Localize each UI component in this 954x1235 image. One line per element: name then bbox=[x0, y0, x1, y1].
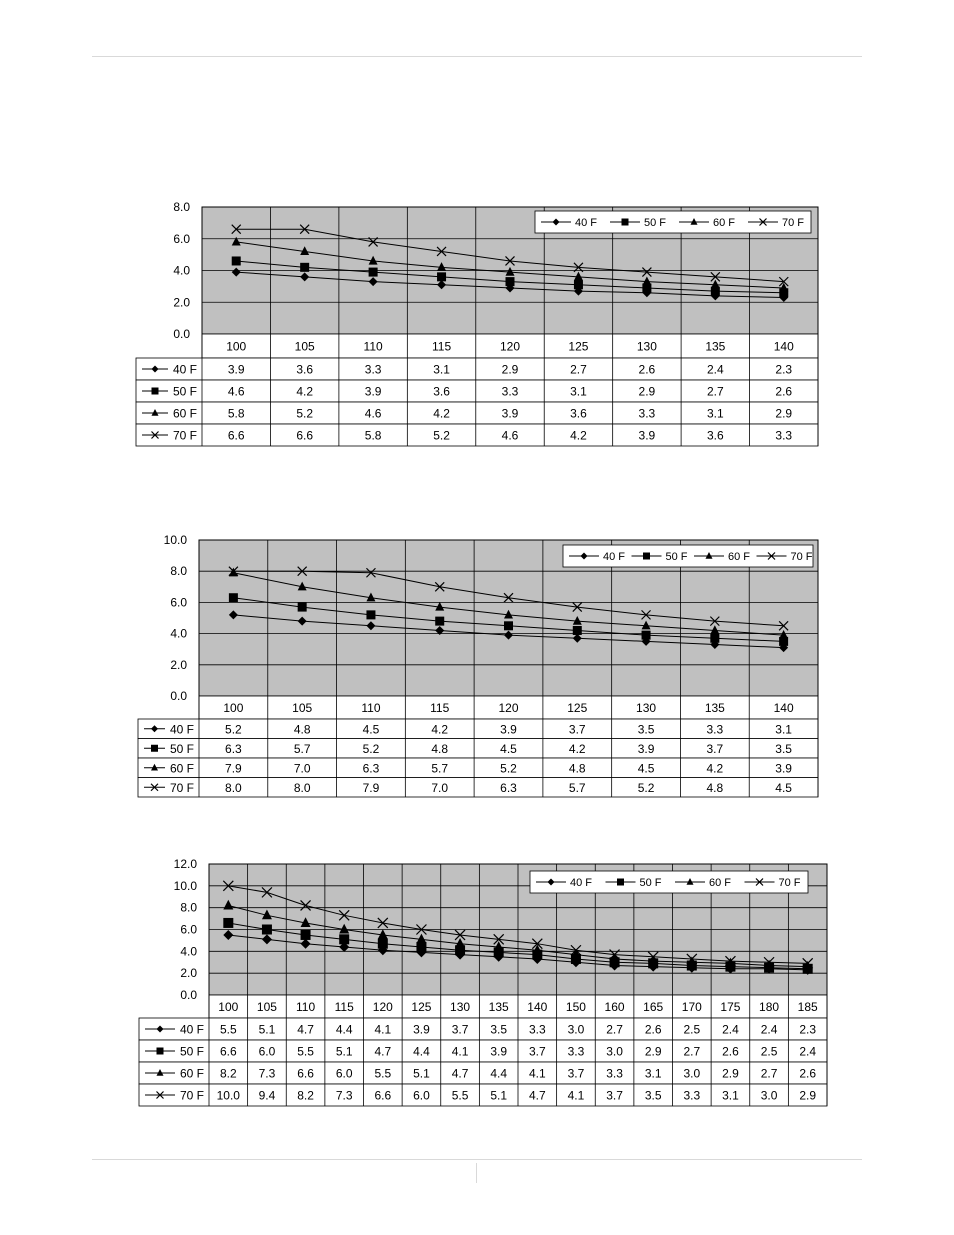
table-cell: 3.7 bbox=[568, 722, 586, 737]
table-cell: 3.9 bbox=[364, 384, 382, 399]
data-point bbox=[339, 934, 349, 944]
y-tick-label: 0.0 bbox=[180, 988, 197, 1002]
table-cell: 4.1 bbox=[451, 1044, 469, 1059]
table-cell: 6.6 bbox=[374, 1088, 392, 1103]
footer-rule bbox=[92, 1159, 862, 1160]
table-cell: 4.4 bbox=[490, 1066, 508, 1081]
table-cell: 4.1 bbox=[567, 1088, 585, 1103]
table-cell: 4.6 bbox=[364, 406, 382, 421]
table-cell: 3.1 bbox=[644, 1066, 662, 1081]
table-cell: 4.8 bbox=[431, 741, 449, 756]
row-series-label: 40 F bbox=[179, 1022, 204, 1037]
table-cell: 2.6 bbox=[644, 1022, 662, 1037]
table-cell: 2.9 bbox=[775, 406, 793, 421]
table-cell: 8.2 bbox=[219, 1066, 237, 1081]
row-series-label: 50 F bbox=[169, 741, 194, 756]
table-cell: 3.3 bbox=[706, 722, 724, 737]
data-point bbox=[435, 617, 444, 626]
x-tick-label: 120 bbox=[372, 1000, 393, 1014]
table-cell: 3.9 bbox=[637, 741, 655, 756]
y-tick-label: 2.0 bbox=[180, 966, 197, 981]
table-cell: 6.6 bbox=[297, 1066, 314, 1081]
row-series-label: 40 F bbox=[169, 722, 194, 737]
table-cell: 4.7 bbox=[528, 1088, 546, 1103]
x-tick-label: 100 bbox=[226, 339, 247, 354]
legend-marker bbox=[617, 879, 624, 886]
row-legend-marker bbox=[157, 1048, 164, 1055]
y-tick-label: 6.0 bbox=[180, 922, 197, 937]
table-cell: 5.8 bbox=[364, 428, 382, 443]
y-tick-label: 6.0 bbox=[173, 231, 190, 246]
x-tick-label: 170 bbox=[681, 1000, 702, 1014]
table-cell: 6.3 bbox=[500, 780, 517, 795]
x-tick-label: 135 bbox=[704, 701, 725, 715]
table-cell: 4.1 bbox=[528, 1066, 546, 1081]
table-cell: 2.7 bbox=[706, 384, 724, 399]
table-cell: 5.5 bbox=[297, 1044, 314, 1059]
table-cell: 2.9 bbox=[638, 384, 656, 399]
row-series-label: 50 F bbox=[179, 1044, 204, 1059]
table-cell: 2.7 bbox=[606, 1022, 623, 1037]
chart-3 bbox=[0, 845, 954, 1120]
x-tick-label: 175 bbox=[720, 1000, 741, 1014]
data-point bbox=[506, 277, 515, 286]
x-tick-label: 140 bbox=[773, 339, 794, 354]
table-cell: 2.7 bbox=[683, 1044, 701, 1059]
x-tick-label: 125 bbox=[411, 1000, 432, 1014]
table-cell: 3.5 bbox=[637, 722, 655, 737]
x-tick-label: 130 bbox=[450, 1000, 471, 1014]
data-point bbox=[232, 256, 241, 265]
table-cell: 3.9 bbox=[413, 1022, 430, 1037]
data-point bbox=[301, 930, 311, 940]
table-cell: 3.1 bbox=[706, 406, 724, 421]
legend-label: 60 F bbox=[728, 551, 751, 563]
table-cell: 2.7 bbox=[570, 362, 587, 377]
table-cell: 6.6 bbox=[227, 428, 245, 443]
table-cell: 7.0 bbox=[293, 761, 311, 776]
table-cell: 5.1 bbox=[413, 1066, 430, 1081]
x-tick-label: 135 bbox=[488, 1000, 509, 1014]
table-cell: 3.3 bbox=[501, 384, 519, 399]
table-cell: 6.3 bbox=[225, 741, 242, 756]
table-cell: 5.5 bbox=[451, 1088, 469, 1103]
table-cell: 8.0 bbox=[225, 780, 242, 795]
table-cell: 2.4 bbox=[799, 1044, 817, 1059]
table-cell: 5.2 bbox=[433, 428, 450, 443]
table-cell: 2.9 bbox=[501, 362, 519, 377]
table-cell: 3.9 bbox=[500, 722, 517, 737]
chart-2 bbox=[0, 525, 954, 810]
table-cell: 6.0 bbox=[258, 1044, 276, 1059]
legend-label: 40 F bbox=[575, 217, 598, 229]
x-tick-label: 115 bbox=[431, 339, 452, 354]
table-cell: 3.7 bbox=[606, 1088, 623, 1103]
table-cell: 5.7 bbox=[431, 761, 449, 776]
table-cell: 5.2 bbox=[296, 406, 314, 421]
table-cell: 5.1 bbox=[490, 1088, 508, 1103]
x-tick-label: 115 bbox=[334, 1000, 354, 1014]
x-tick-label: 120 bbox=[499, 339, 521, 354]
data-point bbox=[366, 610, 375, 619]
data-point bbox=[574, 280, 583, 289]
table-cell: 6.6 bbox=[296, 428, 314, 443]
x-tick-label: 120 bbox=[498, 701, 519, 715]
table-cell: 5.1 bbox=[258, 1022, 276, 1037]
table-cell: 3.1 bbox=[433, 362, 450, 377]
legend-label: 50 F bbox=[644, 217, 667, 229]
data-point bbox=[229, 593, 238, 602]
legend-label: 70 F bbox=[778, 877, 801, 889]
table-cell: 3.0 bbox=[683, 1066, 701, 1081]
table-cell: 3.3 bbox=[364, 362, 382, 377]
table-cell: 10.0 bbox=[216, 1088, 240, 1103]
legend bbox=[563, 545, 813, 567]
x-tick-label: 185 bbox=[797, 1000, 818, 1014]
table-cell: 8.0 bbox=[293, 780, 311, 795]
table-cell: 3.3 bbox=[683, 1088, 701, 1103]
row-series-label: 70 F bbox=[179, 1088, 204, 1103]
data-table bbox=[138, 696, 818, 797]
table-cell: 2.3 bbox=[775, 362, 793, 377]
data-point bbox=[369, 268, 378, 277]
table-cell: 3.5 bbox=[775, 741, 792, 756]
table-cell: 4.2 bbox=[568, 741, 586, 756]
table-cell: 5.5 bbox=[374, 1066, 392, 1081]
y-tick-label: 2.0 bbox=[170, 657, 187, 672]
table-cell: 4.5 bbox=[362, 722, 380, 737]
table-cell: 5.8 bbox=[227, 406, 245, 421]
table-cell: 5.7 bbox=[568, 780, 586, 795]
y-tick-label: 10.0 bbox=[163, 533, 187, 547]
legend-marker bbox=[622, 219, 629, 226]
table-cell: 3.9 bbox=[638, 428, 656, 443]
table-cell: 4.2 bbox=[706, 761, 724, 776]
table-cell: 4.2 bbox=[296, 384, 314, 399]
table-cell: 3.7 bbox=[706, 741, 724, 756]
table-cell: 5.5 bbox=[219, 1022, 237, 1037]
table-cell: 2.4 bbox=[722, 1022, 739, 1037]
legend-label: 60 F bbox=[713, 217, 736, 229]
y-tick-label: 6.0 bbox=[170, 595, 187, 610]
table-cell: 4.2 bbox=[570, 428, 587, 443]
data-point bbox=[573, 626, 582, 635]
table-cell: 9.4 bbox=[258, 1088, 276, 1103]
table-cell: 3.1 bbox=[775, 722, 792, 737]
table-cell: 7.9 bbox=[362, 780, 380, 795]
table-cell: 4.8 bbox=[568, 761, 586, 776]
table-cell: 2.7 bbox=[760, 1066, 778, 1081]
table-cell: 3.9 bbox=[501, 406, 519, 421]
table-cell: 2.3 bbox=[799, 1022, 817, 1037]
row-series-label: 60 F bbox=[169, 761, 194, 776]
table-cell: 3.5 bbox=[490, 1022, 508, 1037]
data-point bbox=[378, 939, 388, 949]
table-cell: 8.2 bbox=[297, 1088, 314, 1103]
table-cell: 3.3 bbox=[567, 1044, 585, 1059]
table-cell: 4.4 bbox=[335, 1022, 353, 1037]
legend-label: 70 F bbox=[782, 217, 805, 229]
table-cell: 4.8 bbox=[293, 722, 311, 737]
table-cell: 7.0 bbox=[431, 780, 449, 795]
table-cell: 3.9 bbox=[490, 1044, 508, 1059]
table-cell: 2.6 bbox=[799, 1066, 817, 1081]
table-cell: 5.2 bbox=[362, 741, 380, 756]
table-cell: 3.6 bbox=[433, 384, 450, 399]
table-cell: 7.3 bbox=[258, 1066, 276, 1081]
row-series-label: 60 F bbox=[179, 1066, 204, 1081]
table-cell: 5.2 bbox=[637, 780, 655, 795]
x-tick-label: 100 bbox=[223, 701, 244, 715]
x-tick-label: 160 bbox=[604, 1000, 625, 1014]
table-cell: 4.6 bbox=[227, 384, 245, 399]
row-series-label: 50 F bbox=[172, 384, 197, 399]
table-cell: 3.7 bbox=[528, 1044, 546, 1059]
table-cell: 3.9 bbox=[775, 761, 792, 776]
table-cell: 5.2 bbox=[500, 761, 517, 776]
data-point bbox=[437, 272, 446, 281]
table-cell: 3.1 bbox=[722, 1088, 739, 1103]
legend bbox=[535, 211, 811, 233]
row-series-label: 70 F bbox=[169, 780, 194, 795]
legend-label: 70 F bbox=[790, 551, 813, 563]
data-point bbox=[642, 631, 651, 640]
table-cell: 3.6 bbox=[296, 362, 314, 377]
table-cell: 3.7 bbox=[567, 1066, 585, 1081]
legend-label: 50 F bbox=[639, 877, 662, 889]
y-tick-label: 10.0 bbox=[173, 878, 197, 893]
table-cell: 4.6 bbox=[501, 428, 519, 443]
table-cell: 4.7 bbox=[374, 1044, 392, 1059]
table-cell: 4.2 bbox=[431, 722, 449, 737]
table-cell: 4.5 bbox=[637, 761, 655, 776]
table-cell: 5.2 bbox=[225, 722, 242, 737]
x-tick-label: 140 bbox=[527, 1000, 548, 1014]
table-cell: 6.0 bbox=[335, 1066, 353, 1081]
table-cell: 2.9 bbox=[644, 1044, 662, 1059]
table-cell: 3.3 bbox=[528, 1022, 546, 1037]
table-cell: 5.1 bbox=[335, 1044, 353, 1059]
table-cell: 4.4 bbox=[413, 1044, 430, 1059]
data-table bbox=[136, 334, 818, 446]
x-tick-label: 115 bbox=[430, 701, 450, 715]
table-cell: 2.9 bbox=[722, 1066, 739, 1081]
y-tick-label: 4.0 bbox=[173, 263, 190, 278]
data-table bbox=[139, 995, 827, 1106]
x-tick-label: 110 bbox=[361, 701, 381, 715]
table-cell: 3.3 bbox=[606, 1066, 623, 1081]
data-point bbox=[298, 603, 307, 612]
data-point bbox=[416, 942, 426, 952]
table-cell: 3.7 bbox=[451, 1022, 469, 1037]
x-tick-label: 100 bbox=[218, 1000, 239, 1014]
table-cell: 3.3 bbox=[638, 406, 656, 421]
table-cell: 4.1 bbox=[374, 1022, 392, 1037]
y-tick-label: 12.0 bbox=[173, 857, 197, 871]
table-cell: 3.5 bbox=[644, 1088, 662, 1103]
table-cell: 3.0 bbox=[760, 1088, 778, 1103]
table-cell: 2.5 bbox=[760, 1044, 778, 1059]
table-cell: 2.4 bbox=[760, 1022, 778, 1037]
table-cell: 2.9 bbox=[799, 1088, 817, 1103]
legend-label: 50 F bbox=[665, 551, 688, 563]
table-cell: 6.0 bbox=[413, 1088, 430, 1103]
table-cell: 3.6 bbox=[706, 428, 724, 443]
table-cell: 2.6 bbox=[775, 384, 793, 399]
row-legend-marker bbox=[152, 388, 159, 395]
table-cell: 7.3 bbox=[335, 1088, 353, 1103]
row-series-label: 70 F bbox=[172, 428, 197, 443]
table-cell: 2.6 bbox=[722, 1044, 739, 1059]
table-cell: 3.0 bbox=[567, 1022, 585, 1037]
table-cell: 3.6 bbox=[570, 406, 587, 421]
data-point bbox=[223, 918, 233, 928]
x-tick-label: 125 bbox=[568, 339, 589, 354]
x-tick-label: 105 bbox=[292, 701, 313, 715]
table-cell: 3.9 bbox=[227, 362, 245, 377]
data-point bbox=[300, 263, 309, 272]
table-cell: 7.9 bbox=[225, 761, 242, 776]
table-cell: 2.5 bbox=[683, 1022, 701, 1037]
x-tick-label: 105 bbox=[256, 1000, 277, 1014]
y-tick-label: 4.0 bbox=[170, 626, 187, 641]
row-series-label: 60 F bbox=[172, 406, 197, 421]
x-tick-label: 140 bbox=[773, 701, 794, 715]
x-tick-label: 130 bbox=[636, 701, 657, 715]
y-tick-label: 0.0 bbox=[170, 689, 187, 703]
x-tick-label: 110 bbox=[295, 1000, 316, 1014]
x-tick-label: 165 bbox=[643, 1000, 664, 1014]
header-rule bbox=[92, 56, 862, 57]
legend-label: 40 F bbox=[570, 877, 593, 889]
table-cell: 3.3 bbox=[775, 428, 793, 443]
legend-marker bbox=[643, 553, 650, 560]
x-tick-label: 130 bbox=[636, 339, 657, 354]
footer-divider bbox=[476, 1163, 477, 1183]
table-cell: 3.0 bbox=[606, 1044, 623, 1059]
x-tick-label: 110 bbox=[363, 339, 383, 354]
y-tick-label: 2.0 bbox=[173, 295, 190, 310]
table-cell: 2.6 bbox=[638, 362, 656, 377]
x-tick-label: 125 bbox=[567, 701, 588, 715]
table-cell: 2.4 bbox=[706, 362, 724, 377]
table-cell: 6.6 bbox=[219, 1044, 237, 1059]
y-tick-label: 0.0 bbox=[173, 327, 190, 341]
chart-1 bbox=[0, 190, 954, 460]
y-tick-label: 8.0 bbox=[170, 564, 187, 579]
y-tick-label: 8.0 bbox=[173, 200, 190, 214]
legend-label: 60 F bbox=[709, 877, 732, 889]
y-tick-label: 8.0 bbox=[180, 900, 197, 915]
data-point bbox=[710, 634, 719, 643]
table-cell: 3.1 bbox=[570, 384, 587, 399]
table-cell: 4.7 bbox=[451, 1066, 469, 1081]
table-cell: 4.5 bbox=[775, 780, 792, 795]
legend-label: 40 F bbox=[603, 551, 626, 563]
table-cell: 4.2 bbox=[433, 406, 450, 421]
table-cell: 5.7 bbox=[293, 741, 311, 756]
y-tick-label: 4.0 bbox=[180, 944, 197, 959]
table-cell: 4.5 bbox=[500, 741, 517, 756]
x-tick-label: 180 bbox=[759, 1000, 780, 1014]
data-point bbox=[504, 621, 513, 630]
x-tick-label: 135 bbox=[705, 339, 726, 354]
row-series-label: 40 F bbox=[172, 362, 197, 377]
data-point bbox=[262, 925, 272, 935]
table-cell: 6.3 bbox=[362, 761, 380, 776]
legend bbox=[530, 871, 808, 893]
row-legend-marker bbox=[151, 745, 158, 752]
table-cell: 4.8 bbox=[706, 780, 724, 795]
x-tick-label: 105 bbox=[294, 339, 315, 354]
table-cell: 4.7 bbox=[297, 1022, 314, 1037]
x-tick-label: 150 bbox=[565, 1000, 586, 1014]
